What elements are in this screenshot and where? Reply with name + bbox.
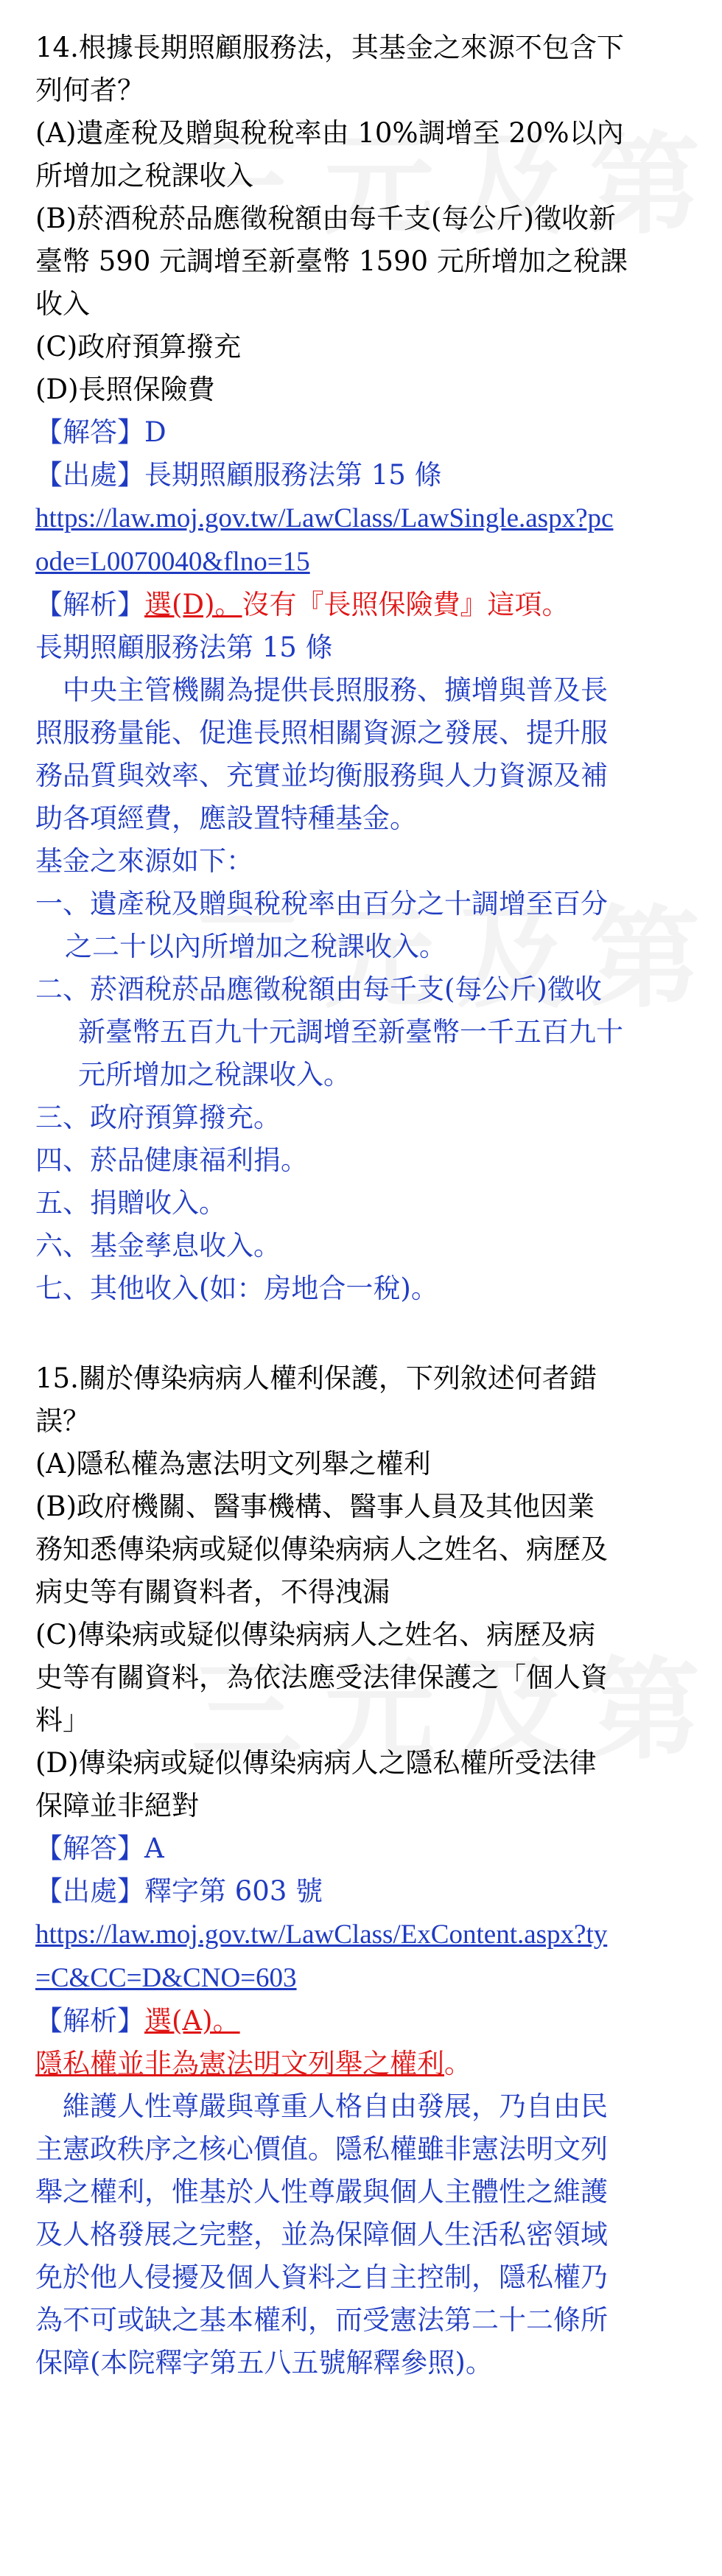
q15-source <box>35 1870 694 1913</box>
q14-fund-item-1-line-1: 一、遺產稅及贈與稅稅率由百分之十調增至百分 <box>35 888 608 920</box>
q14-source-tag: 【出處】 <box>35 459 144 491</box>
question-15 <box>35 1353 694 2384</box>
q14-fund-item-5: 五、捐贈收入。 <box>35 1187 226 1219</box>
q14-explain-choice: 選(D)。 <box>144 589 242 620</box>
q14-source <box>35 454 694 497</box>
q15-option-d-line-1: (D)傳染病或疑似傳染病病人之隱私權所受法律 <box>35 1747 597 1779</box>
q15-source-value: 釋字第 603 號 <box>144 1875 323 1907</box>
q14-stem-line-2: 列何者？ <box>35 74 144 106</box>
q14-url-line-2[interactable] <box>35 540 694 584</box>
q15-url-line-1[interactable] <box>35 1913 694 1956</box>
q15-option-c-line-2: 史等有關資料，為依法應受法律保護之「個人資 <box>35 1662 608 1693</box>
q15-option-b-line-3: 病史等有關資料者，不得洩漏 <box>35 1576 390 1608</box>
q14-law-body-2: 照服務量能、促進長照相關資源之發展、提升服 <box>35 717 608 749</box>
q14-option-d: (D)長照保險費 <box>35 374 215 405</box>
q15-body-1: 維護人性尊嚴與尊重人格自由發展，乃自由民 <box>35 2090 608 2122</box>
q14-fund-item-3: 三、政府預算撥充。 <box>35 1102 281 1133</box>
question-spacer <box>35 1310 694 1353</box>
q14-law-body-1: 中央主管機關為提供長照服務、擴增與普及長 <box>35 674 608 706</box>
q15-option-c-line-3: 料」 <box>35 1704 90 1736</box>
q14-answer-tag: 【解答】 <box>35 416 144 448</box>
q14-fund-title: 基金之來源如下： <box>35 845 253 877</box>
q15-explain-key-end: 。 <box>444 2048 472 2079</box>
q14-url-line-1[interactable] <box>35 497 694 540</box>
q14-stem-line-1: 14.根據長期照顧服務法，其基金之來源不包含下 <box>35 32 624 63</box>
q15-body-3: 舉之權利，惟基於人性尊嚴與個人主體性之維護 <box>35 2176 608 2208</box>
q14-fund-item-7: 七、其他收入(如：房地合一稅)。 <box>35 1273 438 1304</box>
q15-option-b-line-2: 務知悉傳染病或疑似傳染病病人之姓名、病歷及 <box>35 1533 608 1565</box>
q15-explain <box>35 2000 694 2043</box>
q14-option-c: (C)政府預算撥充 <box>35 331 242 363</box>
q15-explain-choice: 選(A)。 <box>144 2005 240 2037</box>
q15-answer <box>35 1827 694 1870</box>
q15-source-tag: 【出處】 <box>35 1875 144 1907</box>
q14-law-title: 長期照顧服務法第 15 條 <box>35 631 333 663</box>
q15-body-4: 及人格發展之完整，並為保障個人生活私密領域 <box>35 2219 608 2250</box>
q14-law-body-3: 務品質與效率、充實並均衡服務與人力資源及補 <box>35 760 608 791</box>
q15-option-b-line-1: (B)政府機關、醫事機構、醫事人員及其他因業 <box>35 1491 595 1522</box>
q15-body-6: 為不可或缺之基本權利，而受憲法第二十二條所 <box>35 2304 608 2336</box>
q15-stem-line-1: 15.關於傳染病病人權利保護，下列敘述何者錯 <box>35 1362 597 1394</box>
q14-explain-note: 沒有『長照保險費』這項。 <box>242 589 569 620</box>
q14-explain-tag: 【解析】 <box>35 589 144 620</box>
q14-law-body-4: 助各項經費，應設置特種基金。 <box>35 802 417 834</box>
q14-source-link-cont[interactable]: ode=L0070040&flno=15 <box>35 547 310 577</box>
q14-fund-item-2-line-3: 元所增加之稅課收入。 <box>78 1059 351 1091</box>
q14-explain <box>35 584 694 626</box>
question-14 <box>35 0 694 1310</box>
q15-option-a: (A)隱私權為憲法明文列舉之權利 <box>35 1448 431 1480</box>
q15-answer-tag: 【解答】 <box>35 1833 144 1864</box>
q14-option-b-line-1: (B)菸酒稅菸品應徵稅額由每千支(每公斤)徵收新 <box>35 203 616 234</box>
q14-option-b-line-2: 臺幣 590 元調增至新臺幣 1590 元所增加之稅課 <box>35 245 628 277</box>
q15-body-7: 保障(本院釋字第五八五號解釋參照)。 <box>35 2347 493 2379</box>
q15-explain-key <box>35 2043 694 2085</box>
q15-option-c-line-1: (C)傳染病或疑似傳染病病人之姓名、病歷及病 <box>35 1619 596 1651</box>
q14-answer-value: D <box>144 416 167 448</box>
q14-fund-item-2-line-1: 二、菸酒稅菸品應徵稅額由每千支(每公斤)徵收 <box>35 973 602 1005</box>
q14-source-link[interactable]: https://law.moj.gov.tw/LawClass/LawSingle.aspx?pc <box>35 503 614 533</box>
q14-source-value: 長期照顧服務法第 15 條 <box>144 459 442 491</box>
q15-explain-key-text: 隱私權並非為憲法明文列舉之權利 <box>35 2048 444 2079</box>
q15-body-2: 主憲政秩序之核心價值。隱私權雖非憲法明文列 <box>35 2133 608 2165</box>
q14-option-b-line-3: 收入 <box>35 288 90 320</box>
q15-option-d-line-2: 保障並非絕對 <box>35 1790 199 1821</box>
q14-answer <box>35 411 694 454</box>
q14-fund-item-4: 四、菸品健康福利捐。 <box>35 1144 308 1176</box>
q14-option-a-line-1: (A)遺產稅及贈與稅稅率由 10%調增至 20%以內 <box>35 117 624 149</box>
q14-option-a-line-2: 所增加之稅課收入 <box>35 160 253 192</box>
q15-answer-value: A <box>144 1833 164 1864</box>
q14-fund-item-2-line-2: 新臺幣五百九十元調增至新臺幣一千五百九十 <box>78 1016 623 1048</box>
q15-source-link-cont[interactable]: =C&CC=D&CNO=603 <box>35 1963 297 1993</box>
q15-explain-tag: 【解析】 <box>35 2005 144 2037</box>
q15-body-5: 免於他人侵擾及個人資料之自主控制，隱私權乃 <box>35 2261 608 2293</box>
q15-stem-line-2: 誤？ <box>35 1405 90 1437</box>
q14-fund-item-6: 六、基金孳息收入。 <box>35 1230 281 1261</box>
q14-fund-item-1-line-2: 之二十以內所增加之稅課收入。 <box>65 931 446 962</box>
q15-url-line-2[interactable] <box>35 1956 694 2000</box>
q15-source-link[interactable]: https://law.moj.gov.tw/LawClass/ExContent.aspx?ty <box>35 1919 608 1950</box>
